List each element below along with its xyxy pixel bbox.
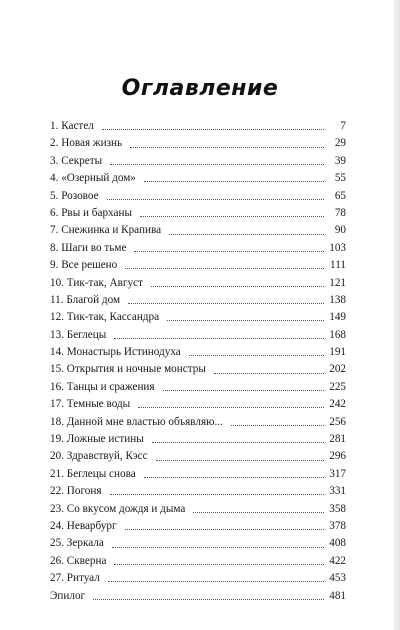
toc-entry-page-number: 191 [329, 346, 346, 359]
dot-leader [193, 512, 324, 513]
dot-leader [93, 599, 324, 600]
toc-entry [50, 414, 346, 431]
toc-entry [50, 431, 346, 448]
toc-entry-page-number: 256 [329, 415, 346, 428]
dot-leader [231, 425, 324, 426]
toc-entry [50, 275, 346, 292]
toc-entry-page-number: 202 [329, 363, 346, 376]
toc-entry-page-number: 121 [329, 276, 346, 289]
dot-leader [128, 303, 324, 304]
dot-leader [151, 286, 324, 287]
toc-entry-page-number: 78 [334, 206, 346, 219]
toc-entry-label: 3. Секреты [50, 154, 103, 167]
toc-entry-label: 16. Танцы и сражения [50, 380, 155, 393]
toc-entry [50, 309, 346, 326]
toc-entry-label: Эпилог [50, 589, 86, 602]
toc-entry-label: 14. Монастырь Истинодуха [50, 346, 181, 359]
toc-entry-label: 18. Данной мне властью объявляю... [50, 415, 223, 428]
dot-leader [144, 477, 324, 478]
toc-entry-page-number: 358 [329, 502, 346, 515]
toc-entry-label: 27. Ритуал [50, 572, 100, 585]
toc-entry-label: 19. Ложные истины [50, 433, 144, 446]
toc-entry [50, 257, 346, 274]
dot-leader [144, 181, 324, 182]
toc-entry-page-number: 149 [329, 311, 346, 324]
toc-entry-label: 1. Кастел [50, 120, 94, 132]
toc-entry-page-number: 90 [334, 224, 346, 237]
toc-entry-page-number: 29 [334, 137, 346, 150]
toc-entry-label: 9. Все решено [50, 259, 118, 272]
toc-entry [50, 205, 346, 222]
toc-entry [50, 153, 346, 170]
toc-entry-page-number: 296 [329, 450, 346, 463]
toc-entry-label: 25. Зеркала [50, 537, 104, 550]
toc-entry [50, 344, 346, 361]
dot-leader [163, 390, 324, 391]
toc-entry [50, 327, 346, 344]
toc-entry-page-number: 138 [329, 293, 346, 306]
toc-entry-label: 10. Тик-так, Август [50, 276, 143, 289]
toc-entry [50, 188, 346, 205]
toc-entry [50, 379, 346, 396]
toc-entry-page-number: 408 [329, 537, 346, 550]
toc-entry-label: 13. Беглецы [50, 328, 107, 341]
dot-leader [125, 268, 324, 269]
toc-entry-page-number: 55 [334, 172, 346, 185]
toc-entry-label: 22. Погоня [50, 485, 102, 498]
toc-entry-label: 4. «Озерный дом» [50, 172, 136, 185]
dot-leader [110, 164, 324, 165]
toc-entry-label: 11. Благой дом [50, 293, 121, 306]
toc-entry [50, 361, 346, 378]
toc-entry-page-number: 103 [329, 241, 346, 254]
toc-entry-label: 8. Шаги во тьме [50, 241, 127, 254]
toc-entry-page-number: 281 [329, 433, 346, 446]
dot-leader [112, 547, 324, 548]
toc-entry-page-number: 111 [330, 259, 346, 272]
toc-entry-label: 2. Новая жизнь [50, 137, 123, 150]
toc-entry-label: 5. Розовое [50, 189, 99, 202]
toc-entry-label: 23. Со вкусом дождя и дыма [50, 502, 186, 515]
dot-leader [114, 564, 324, 565]
toc-entry [50, 535, 346, 552]
toc-entry [50, 135, 346, 152]
toc-entry-page-number: 65 [334, 189, 346, 202]
dot-leader [169, 234, 324, 235]
dot-leader [125, 529, 324, 530]
toc-entry-label: 20. Здравствуй, Кэсс [50, 450, 148, 463]
toc-entry [50, 118, 346, 135]
toc-entry [50, 483, 346, 500]
toc-entry [50, 553, 346, 570]
toc-entry-page-number: 242 [329, 398, 346, 411]
toc-entry [50, 518, 346, 535]
dot-leader [189, 355, 324, 356]
toc-entry-label: 6. Рвы и барханы [50, 206, 132, 219]
toc-entry-label: 17. Темные воды [50, 398, 131, 411]
toc-entry-page-number: 7 [340, 120, 346, 132]
toc-entry-page-number: 168 [329, 328, 346, 341]
toc-entry-page-number: 39 [334, 154, 346, 167]
dot-leader [138, 407, 324, 408]
toc-entry-label: 21. Беглецы снова [50, 467, 136, 480]
dot-leader [214, 373, 324, 374]
toc-entry-page-number: 331 [329, 485, 346, 498]
toc-entry [50, 466, 346, 483]
toc-entry [50, 396, 346, 413]
toc-entry [50, 222, 346, 239]
toc-entry [50, 570, 346, 587]
toc-entry [50, 292, 346, 309]
dot-leader [152, 442, 324, 443]
dot-leader [134, 251, 324, 252]
toc-entry [50, 501, 346, 518]
dot-leader [114, 338, 324, 339]
page-title: Оглавление [121, 76, 279, 101]
toc-entry-label: 7. Снежинка и Крапива [50, 224, 162, 237]
dot-leader [108, 581, 324, 582]
toc-entry [50, 588, 346, 605]
toc-entry-label: 24. Неварбург [50, 519, 117, 532]
toc-entry [50, 240, 346, 257]
dot-leader [110, 494, 325, 495]
toc-entry-label: 15. Открытия и ночные монстры [50, 363, 206, 376]
dot-leader [140, 216, 324, 217]
toc-entry-page-number: 225 [329, 380, 346, 393]
dot-leader [156, 460, 324, 461]
table-of-contents [50, 118, 346, 605]
toc-entry [50, 448, 346, 465]
dot-leader [107, 199, 324, 200]
toc-entry-label: 12. Тик-так, Кассандра [50, 311, 160, 324]
toc-entry-page-number: 378 [329, 519, 346, 532]
dot-leader [130, 147, 324, 148]
toc-entry [50, 170, 346, 187]
toc-entry-page-number: 481 [329, 589, 346, 602]
toc-entry-page-number: 453 [329, 572, 346, 585]
toc-entry-label: 26. Скверна [50, 554, 107, 567]
toc-entry-page-number: 422 [329, 554, 346, 567]
dot-leader [102, 129, 324, 130]
toc-entry-page-number: 317 [329, 467, 346, 480]
dot-leader [167, 320, 324, 321]
